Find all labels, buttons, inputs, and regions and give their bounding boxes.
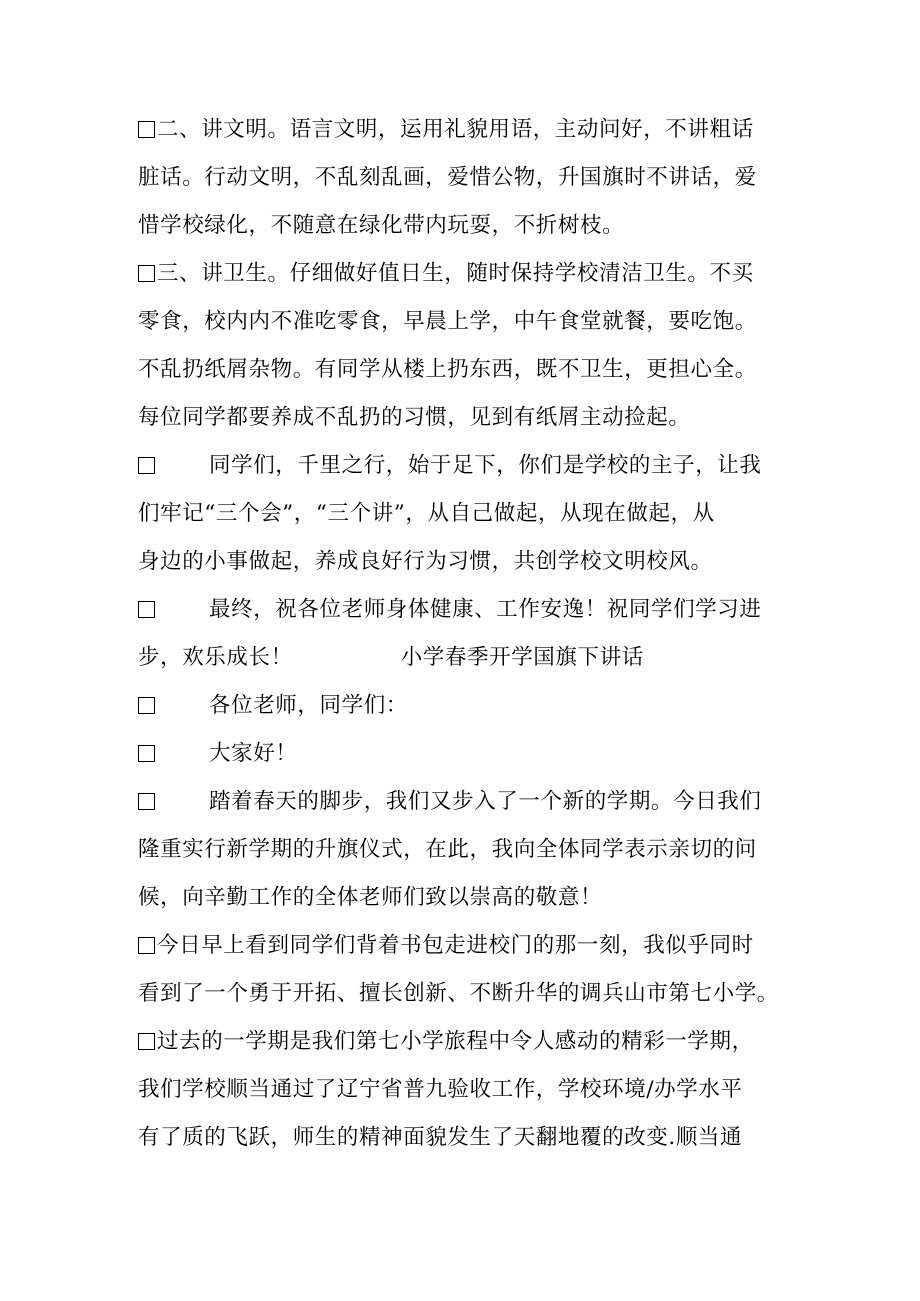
line-text: 候，向辛勤工作的全体老师们致以崇高的敬意！ [138, 885, 603, 910]
line-text: 三、讲卫生。仔细做好值日生，随时保持学校清洁卫生。不买 [157, 261, 754, 286]
line-text: 我们学校顺当通过了辽宁省普九验收工作，学校环境/办学水平 [138, 1077, 743, 1102]
line-text: 零食，校内内不准吃零食，早晨上学，中午食堂就餐，要吃饱。 [138, 309, 757, 334]
line-text: 步，欢乐成长！ [138, 645, 293, 670]
text-line [138, 353, 757, 387]
line-text: 每位同学都要养成不乱扔的习惯，见到有纸屑主动捡起。 [138, 405, 691, 430]
text-line [138, 497, 715, 531]
text-line [138, 113, 754, 147]
text-line [138, 593, 762, 627]
text-line [138, 881, 602, 915]
text-line [138, 545, 713, 579]
line-text: 踏着春天的脚步，我们又步入了一个新的学期。今日我们 [209, 789, 762, 814]
text-line [138, 1025, 754, 1059]
line-text: 各位老师，同学们： [209, 693, 408, 718]
line-text: 隆重实行新学期的升旗仪式，在此，我向全体同学表示亲切的问 [138, 837, 757, 862]
checkbox-glyph [138, 937, 155, 954]
text-line [138, 305, 757, 339]
text-line [138, 785, 762, 819]
line-text: 看到了一个勇于开拓、擅长创新、不断升华的调兵山市第七小学。 [138, 981, 779, 1006]
text-line [138, 977, 779, 1011]
section-title: 小学春季开学国旗下讲话 [400, 645, 644, 670]
checkbox-glyph [138, 697, 155, 714]
line-text: 有了质的飞跃，师生的精神面貌发生了天翻地覆的改变.顺当通 [138, 1125, 743, 1150]
line-text: 身边的小事做起，养成良好行为习惯，共创学校文明校风。 [138, 549, 713, 574]
line-text: 今日早上看到同学们背着书包走进校门的那一刻，我似乎同时 [157, 933, 754, 958]
text-line [138, 1073, 743, 1107]
text-line [138, 209, 624, 243]
text-line [138, 257, 754, 291]
text-line [138, 737, 297, 771]
text-line [138, 689, 408, 723]
text-line [138, 1121, 742, 1155]
line-text: 同学们，千里之行，始于足下，你们是学校的主子，让我 [209, 453, 762, 478]
line-text: 二、讲文明。语言文明，运用礼貌用语，主动问好，不讲粗话 [157, 117, 754, 142]
text-line [138, 833, 757, 867]
checkbox-glyph [138, 793, 155, 810]
text-line [138, 929, 754, 963]
line-text: 最终，祝各位老师身体健康、工作安逸！祝同学们学习进 [209, 597, 762, 622]
line-text: 过去的一学期是我们第七小学旅程中令人感动的精彩一学期， [157, 1029, 754, 1054]
checkbox-glyph [138, 1033, 155, 1050]
line-text: 不乱扔纸屑杂物。有同学从楼上扔东西，既不卫生，更担心全。 [138, 357, 757, 382]
line-text: 脏话。行动文明，不乱刻乱画，爱惜公物，升国旗时不讲话，爱 [138, 165, 757, 190]
line-text: 们牢记“三个会”，“三个讲”，从自己做起，从现在做起，从 [138, 501, 715, 526]
text-line [138, 449, 762, 483]
checkbox-glyph [138, 745, 155, 762]
checkbox-glyph [138, 601, 155, 618]
line-text: 大家好！ [209, 741, 298, 766]
text-line [138, 401, 691, 435]
checkbox-glyph [138, 121, 155, 138]
text-line [138, 641, 644, 675]
line-text: 惜学校绿化，不随意在绿化带内玩耍，不折树枝。 [138, 213, 625, 238]
checkbox-glyph [138, 265, 155, 282]
text-line [138, 161, 757, 195]
checkbox-glyph [138, 457, 155, 474]
